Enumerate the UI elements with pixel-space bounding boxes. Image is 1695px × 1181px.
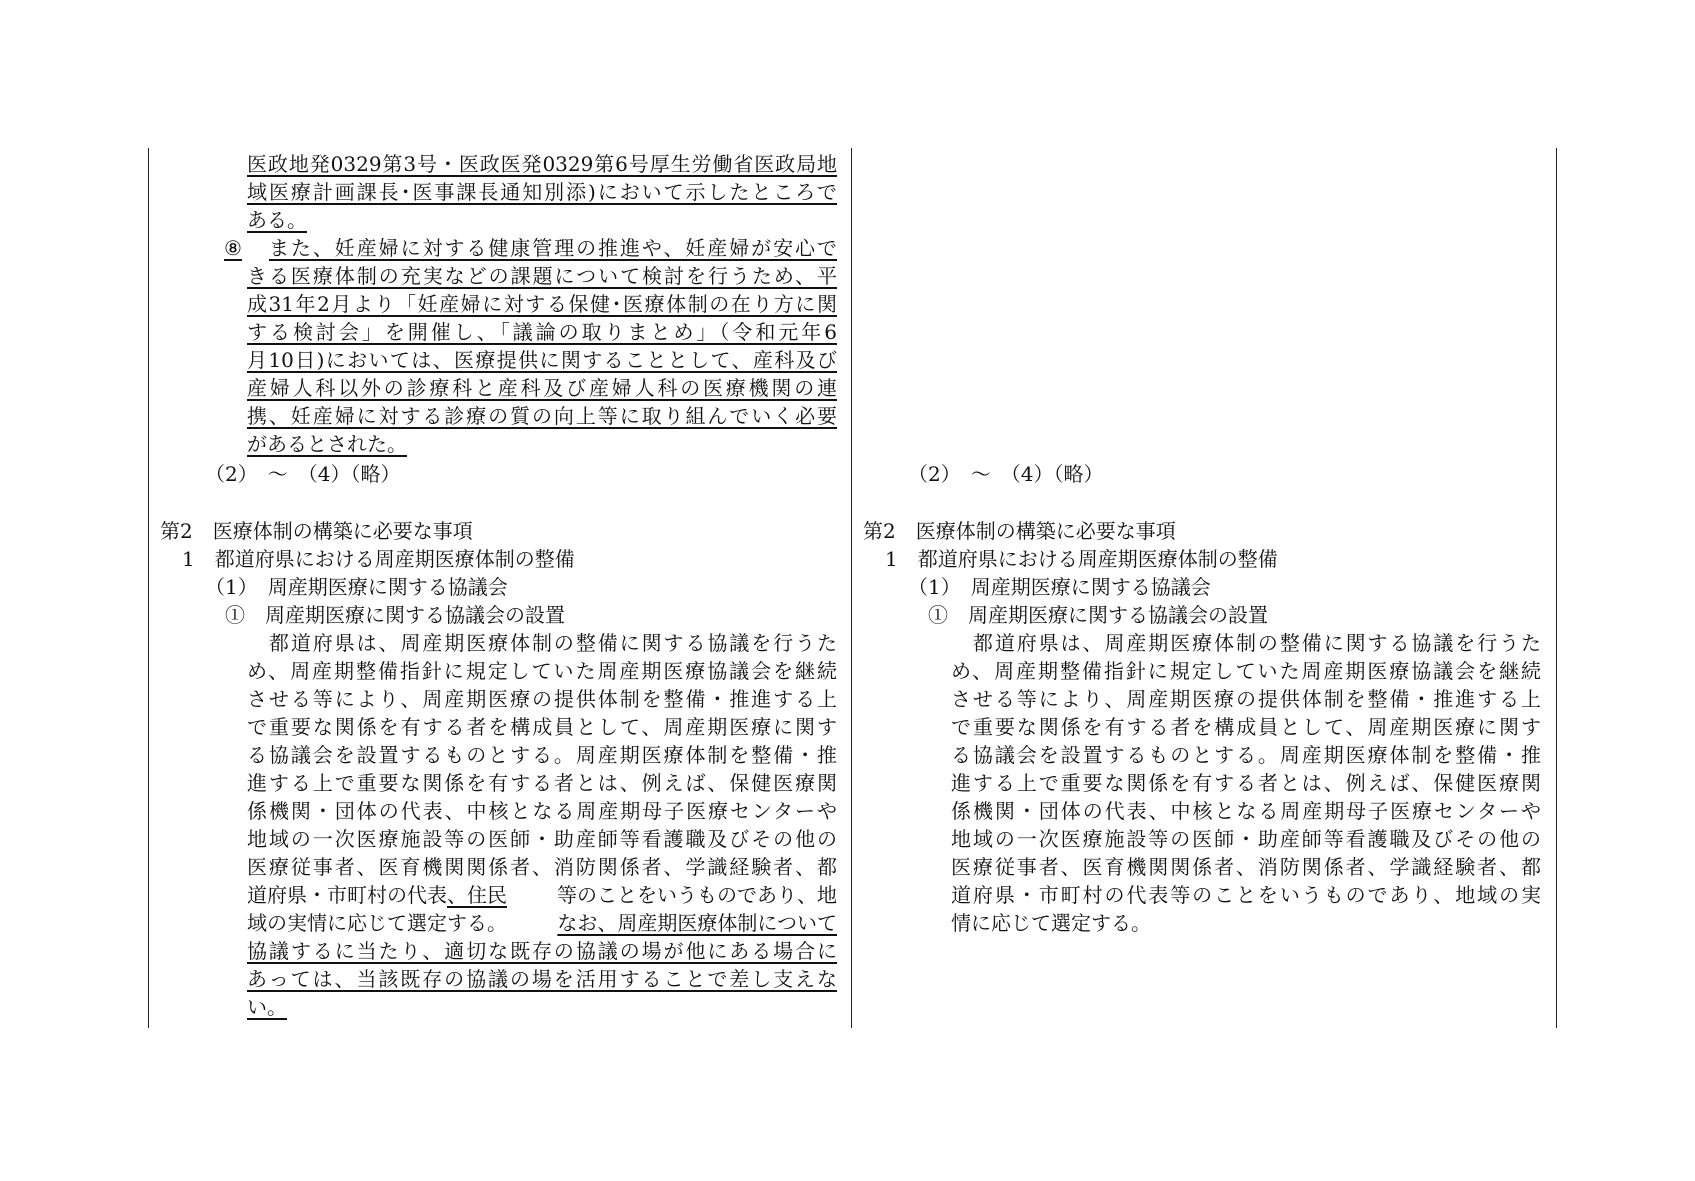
right-body-line-6: 進する上で重要な関係を有する者とは、例えば、保健医療関 xyxy=(951,771,1541,795)
item-8-line-1: また、妊産婦に対する健康管理の推進や、妊産婦が安心で xyxy=(269,236,837,260)
left-top-line-3: ある。 xyxy=(247,208,307,232)
left-body-line-8: 地域の一次医療施設等の医師・助産師等看護職及びその他の xyxy=(247,827,837,851)
item-8-line-7: 携、妊産婦に対する診療の質の向上等に取り組んでいく必要 xyxy=(247,404,837,428)
left-body-line-1: 都道府県は、周産期医療体制の整備に関する協議を行うた xyxy=(247,631,837,655)
left-body-inserted-line-2: あっては、当該既存の協議の場を活用することで差し支えな xyxy=(247,967,837,991)
item-8-line-5: 月10日)においては、医療提供に関することとして、産科及び xyxy=(247,348,837,372)
line-10-text-b: 等のことをいうものであり、地 xyxy=(557,883,837,907)
right-body-line-8: 地域の一次医療施設等の医師・助産師等看護職及びその他の xyxy=(951,827,1541,851)
right-subheading-1-1: （1） 周産期医療に関する協議会 xyxy=(908,575,1211,599)
item-8-line-2: きる医療体制の充実などの課題について検討を行うため、平 xyxy=(247,264,837,288)
left-omitted: （2） ～ （4）（略） xyxy=(205,462,401,486)
right-omitted: （2） ～ （4）（略） xyxy=(908,462,1104,486)
left-body-line-11 xyxy=(247,909,837,937)
right-body-line-11: 情に応じて選定する。 xyxy=(951,911,1151,935)
right-section-heading: 第2 医療体制の構築に必要な事項 xyxy=(863,519,1176,543)
left-top-line-2: 域医療計画課長･医事課長通知別添)において示したところで xyxy=(247,180,837,204)
right-subheading-1-1-1: ① 周産期医療に関する協議会の設置 xyxy=(928,603,1268,627)
line-11-text-a: 域の実情に応じて選定する。 xyxy=(247,911,507,935)
left-subheading-1-1: （1） 周産期医療に関する協議会 xyxy=(205,575,508,599)
item-8-line-6: 産婦人科以外の診療科と産科及び産婦人科の医療機関の連 xyxy=(247,376,837,400)
right-border xyxy=(1556,148,1557,1028)
left-top-line-1: 医政地発0329第3号・医政医発0329第6号厚生労働省医政局地 xyxy=(247,152,837,176)
left-body-line-2: め、周産期整備指針に規定していた周産期医療協議会を継続 xyxy=(247,659,837,683)
left-body-line-6: 進する上で重要な関係を有する者とは、例えば、保健医療関 xyxy=(247,771,837,795)
left-body-line-5: る協議会を設置するものとする。周産期医療体制を整備・推 xyxy=(247,743,837,767)
left-subheading-1-1-1: ① 周産期医療に関する協議会の設置 xyxy=(225,603,565,627)
right-body-line-2: め、周産期整備指針に規定していた周産期医療協議会を継続 xyxy=(951,659,1541,683)
right-subheading-1: 1 都道府県における周産期医療体制の整備 xyxy=(885,547,1278,571)
right-body-line-10: 道府県・市町村の代表等のことをいうものであり、地域の実 xyxy=(951,883,1541,907)
left-subheading-1: 1 都道府県における周産期医療体制の整備 xyxy=(182,547,575,571)
right-body-line-1: 都道府県は、周産期医療体制の整備に関する協議を行うた xyxy=(951,631,1541,655)
line-10-inserted: 、住民 xyxy=(447,883,507,907)
right-body-line-4: で重要な関係を有する者を構成員として、周産期医療に関す xyxy=(951,715,1541,739)
item-8-line-8: があるとされた。 xyxy=(247,432,407,456)
right-body-line-3: させる等により、周産期医療の提供体制を整備・推進する上 xyxy=(951,687,1541,711)
left-body-inserted-line-1: 協議するに当たり、適切な既存の協議の場が他にある場合に xyxy=(247,939,837,963)
column-divider xyxy=(851,148,852,1028)
left-body-line-4: で重要な関係を有する者を構成員として、周産期医療に関す xyxy=(247,715,837,739)
left-body-line-3: させる等により、周産期医療の提供体制を整備・推進する上 xyxy=(247,687,837,711)
left-body-line-7: 係機関・団体の代表、中核となる周産期母子医療センターや xyxy=(247,799,837,823)
right-body-line-7: 係機関・団体の代表、中核となる周産期母子医療センターや xyxy=(951,799,1541,823)
right-body-line-5: る協議会を設置するものとする。周産期医療体制を整備・推 xyxy=(951,743,1541,767)
left-border xyxy=(148,148,149,1028)
right-body-line-9: 医療従事者、医育機関関係者、消防関係者、学識経験者、都 xyxy=(951,855,1541,879)
item-8-marker: ⑧ xyxy=(224,236,242,260)
left-body-line-10 xyxy=(247,881,837,909)
item-8-line-3: 成31年2月より「妊産婦に対する保健･医療体制の在り方に関 xyxy=(247,292,837,316)
left-section-heading: 第2 医療体制の構築に必要な事項 xyxy=(160,519,473,543)
left-body-inserted-line-3: い。 xyxy=(247,995,287,1019)
left-body-line-9: 医療従事者、医育機関関係者、消防関係者、学識経験者、都 xyxy=(247,855,837,879)
line-11-inserted: なお、周産期医療体制について xyxy=(557,911,837,935)
item-8-line-4: する検討会」を開催し、「議論の取りまとめ」（令和元年6 xyxy=(247,320,837,344)
line-10-text-a: 道府県・市町村の代表 xyxy=(247,883,447,907)
